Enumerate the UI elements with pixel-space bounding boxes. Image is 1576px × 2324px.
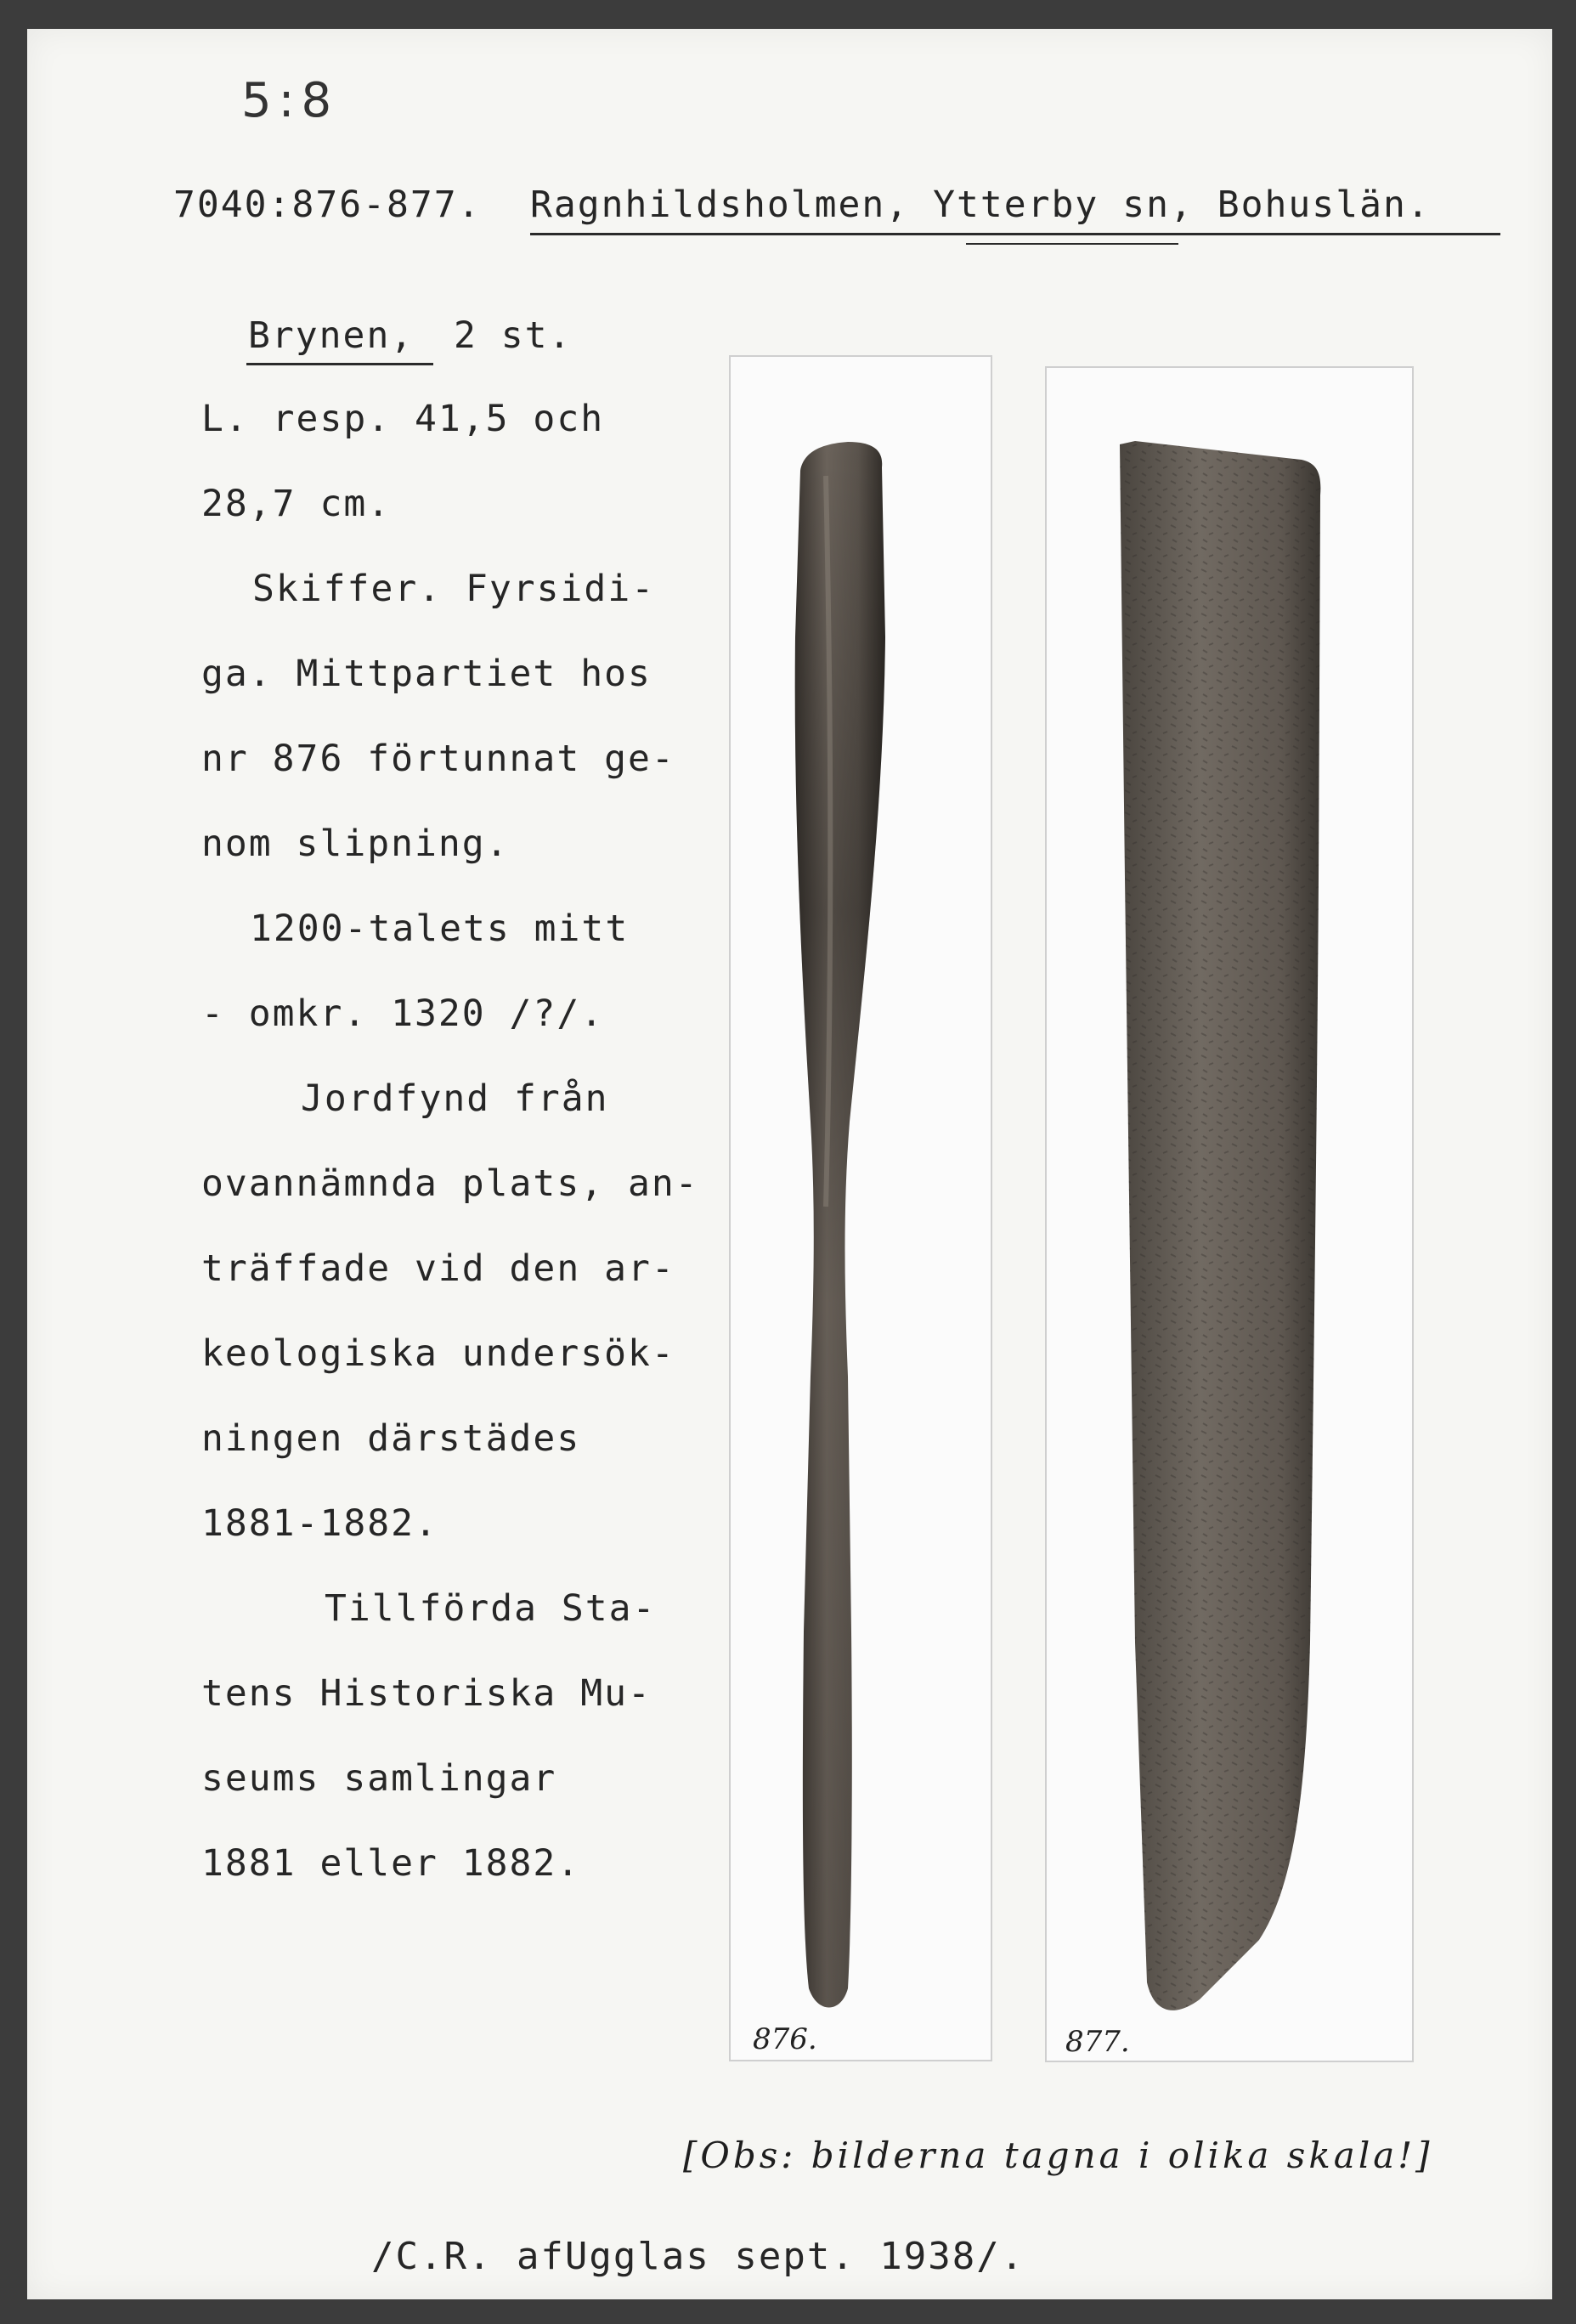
- whetstone-877-image: [1047, 368, 1412, 2061]
- description-line: seums samlingar: [201, 1757, 557, 1800]
- description-line: 1881 eller 1882.: [201, 1842, 581, 1885]
- description-line: - omkr. 1320 /?/.: [201, 992, 605, 1035]
- find-location: Ragnhildsholmen, Ytterby sn, Bohuslän.: [530, 184, 1431, 226]
- description-line: Tillförda Sta-: [325, 1587, 657, 1630]
- description-line: L. resp. 41,5 och: [201, 398, 605, 440]
- description-line: ga. Mittpartiet hos: [201, 653, 652, 695]
- description-line: Skiffer. Fyrsidi-: [252, 568, 656, 610]
- description-line: tens Historiska Mu-: [201, 1672, 652, 1715]
- photo-whetstone-877: [1045, 366, 1414, 2062]
- description-line: träffade vid den ar-: [201, 1247, 675, 1290]
- description-line: keologiska undersök-: [201, 1332, 675, 1375]
- description-line: ovannämnda plats, an-: [201, 1162, 699, 1205]
- signature: /C.R. afUgglas sept. 1938/.: [371, 2235, 1025, 2278]
- description-line: 1881-1882.: [201, 1502, 438, 1545]
- inventory-number: 7040:876-877.: [173, 184, 482, 226]
- description-line: 1200-talets mitt: [250, 908, 630, 950]
- description-line: ningen därstädes: [201, 1417, 581, 1460]
- description-line: nom slipning.: [201, 823, 510, 865]
- whetstone-876-image: [731, 357, 991, 2060]
- description-line: Jordfynd från: [301, 1077, 609, 1120]
- location-underline: [530, 233, 1500, 235]
- parish-underline: [966, 243, 1178, 245]
- object-name: Brynen,: [248, 314, 415, 357]
- object-name-underline: [246, 363, 433, 365]
- description-line: nr 876 förtunnat ge-: [201, 738, 675, 780]
- object-count: 2 st.: [454, 314, 573, 357]
- photo-caption-877: 877.: [1065, 2025, 1130, 2059]
- photo-caption-876: 876.: [753, 2022, 817, 2056]
- scale-note: [Obs: bilderna tagna i olika skala!]: [683, 2135, 1433, 2176]
- card-number: 5:8: [241, 73, 339, 128]
- photo-whetstone-876: [729, 355, 992, 2061]
- description-line: 28,7 cm.: [201, 483, 392, 525]
- catalog-card: [27, 29, 1552, 2299]
